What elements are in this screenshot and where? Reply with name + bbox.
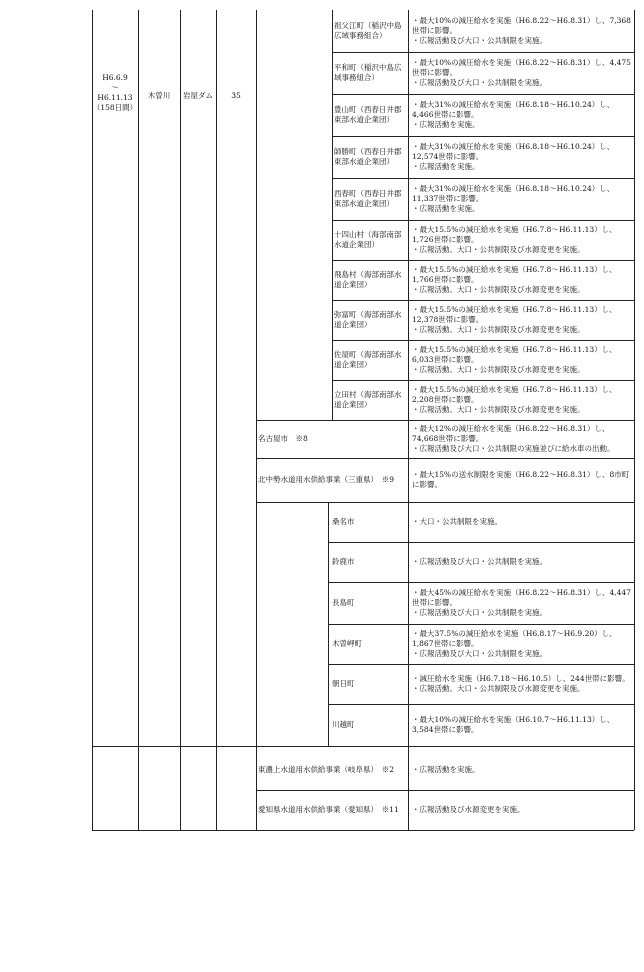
- grid-line: [256, 420, 634, 421]
- grid-line: [216, 10, 217, 830]
- period-separator: 〜: [111, 83, 119, 92]
- kita-chusei-effect: ・最大15%の送水制限を実施（H6.8.22〜H6.8.31）し、8市町に影響。: [412, 470, 630, 489]
- nagoya-effect: ・最大12%の減圧給水を実施（H6.8.22〜H6.8.31）し、74,668世帯に影響。 ・広報活動及び大口・公共制限の実施並びに給水車の出動。: [412, 424, 615, 453]
- period-cell: [92, 73, 138, 113]
- row-name: 弥富町（海部南部水道企業団）: [334, 310, 402, 329]
- grid-line: [634, 10, 635, 830]
- row-name: 西春町（西春日井郡東部水道企業団）: [334, 189, 402, 208]
- grid-line: [256, 502, 634, 503]
- grid-line: [180, 10, 181, 830]
- tono-effect: ・広報活動を実施。: [412, 765, 480, 774]
- row-effect: ・大口・公共制限を実施。: [412, 517, 502, 526]
- row-effect: ・最大31%の減圧給水を実施（H6.8.18〜H6.10.24）し、4,466世帯に影響。 ・広報活動を実施。: [412, 100, 615, 129]
- row-effect: ・減圧給水を実施（H6.7.18〜H6.10.5）し、244世帯に影響。 ・広報活動、大口・公共制限及び水源変更を実施。: [412, 674, 630, 693]
- aichi-supply-effect: ・広報活動及び水源変更を実施。: [412, 805, 525, 814]
- grid-line: [332, 94, 634, 95]
- grid-line: [92, 746, 256, 747]
- grid-line: [332, 10, 333, 420]
- row-effect: ・最大15.5%の減圧給水を実施（H6.7.8〜H6.11.13）し、6,033世帯に影響。 ・広報活動、大口・公共制限及び水源変更を実施。: [412, 345, 617, 374]
- row-effect: ・最大15.5%の減圧給水を実施（H6.7.8〜H6.11.13）し、1,726世帯に影響。 ・広報活動、大口・公共制限及び水源変更を実施。: [412, 225, 617, 254]
- grid-line: [332, 136, 634, 137]
- grid-line: [332, 52, 634, 53]
- nagoya-name: 名古屋市 ※8: [258, 434, 308, 443]
- grid-line: [328, 582, 634, 583]
- grid-line: [328, 624, 634, 625]
- grid-line: [256, 746, 634, 747]
- row-effect: ・最大10%の減圧給水を実施（H6.8.22〜H6.8.31）し、7,368世帯に影響。 ・広報活動及び大口・公共制限を実施。: [412, 16, 631, 45]
- grid-line: [256, 790, 634, 791]
- grid-line: [256, 458, 634, 459]
- grid-line: [92, 10, 93, 830]
- row-name: 朝日町: [332, 679, 355, 688]
- grid-line: [332, 340, 634, 341]
- aichi-supply-name: 愛知県水道用水供給事業（愛知県） ※11: [258, 805, 399, 814]
- row-effect: ・最大37.5%の減圧給水を実施（H6.8.17〜H6.9.20）し、1,867世帯に影響。 ・広報活動及び大口・公共制限を実施。: [412, 629, 617, 658]
- grid-line: [332, 300, 634, 301]
- row-name: 飛島村（海部南部水道企業団）: [334, 270, 402, 289]
- tono-name: 東濃上水道用水供給事業（岐阜県） ※2: [258, 765, 395, 774]
- grid-line: [328, 664, 634, 665]
- row-effect: ・広報活動及び大口・公共制限を実施。: [412, 557, 547, 566]
- grid-line: [138, 10, 139, 830]
- grid-line: [328, 704, 634, 705]
- grid-line: [92, 830, 634, 831]
- dam-cell: 岩屋ダム: [183, 91, 213, 100]
- period-start: H6.6.9: [102, 73, 128, 82]
- row-effect: ・最大31%の減圧給水を実施（H6.8.18〜H6.10.24）し、11,337世帯に影響。 ・広報活動を実施。: [412, 184, 615, 213]
- row-effect: ・最大15.5%の減圧給水を実施（H6.7.8〜H6.11.13）し、2,208世帯に影響。 ・広報活動、大口・公共制限及び水源変更を実施。: [412, 385, 617, 414]
- row-effect: ・最大10%の減圧給水を実施（H6.10.7〜H6.11.13）し、3,584世帯に影響。: [412, 715, 615, 734]
- row-effect: ・最大10%の減圧給水を実施（H6.8.22〜H6.8.31）し、4,475世帯に影響。 ・広報活動及び大口・公共制限を実施。: [412, 58, 631, 87]
- row-name: 豊山町（西春日井郡東部水道企業団）: [334, 105, 402, 124]
- rate-cell: 35: [231, 91, 241, 100]
- row-name: 師勝町（西春日井郡東部水道企業団）: [334, 147, 402, 166]
- grid-line: [332, 260, 634, 261]
- row-effect: ・最大15.5%の減圧給水を実施（H6.7.8〜H6.11.13）し、1,766世帯に影響。 ・広報活動、大口・公共制限及び水源変更を実施。: [412, 265, 617, 294]
- grid-line: [332, 380, 634, 381]
- row-name: 長島町: [332, 598, 355, 607]
- period-end: H6.11.13: [97, 93, 133, 102]
- kita-chusei-name: 北中勢水道用水供給事業（三重県） ※9: [258, 475, 395, 484]
- row-name: 佐屋町（海部南部水道企業団）: [334, 350, 402, 369]
- row-name: 桑名市: [332, 517, 355, 526]
- row-name: 立田村（海部南部水道企業団）: [334, 390, 402, 409]
- grid-line: [332, 178, 634, 179]
- row-name: 鈴鹿市: [332, 557, 355, 566]
- row-effect: ・最大15.5%の減圧給水を実施（H6.7.8〜H6.11.13）し、12,378世帯に影響。 ・広報活動、大口・公共制限及び水源変更を実施。: [412, 305, 617, 334]
- row-effect: ・最大45%の減圧給水を実施（H6.8.22〜H6.8.31）し、4,447世帯に影響。 ・広報活動及び大口・公共制限を実施。: [412, 588, 631, 617]
- row-name: 木曽岬町: [332, 639, 362, 648]
- row-effect: ・最大31%の減圧給水を実施（H6.8.18〜H6.10.24）し、12,574世帯に影響。 ・広報活動を実施。: [412, 142, 615, 171]
- row-name: 祖父江町（稲沢中島広域事務組合）: [334, 21, 402, 40]
- river-cell: 木曽川: [147, 91, 171, 100]
- row-name: 川越町: [332, 720, 355, 729]
- grid-line: [332, 220, 634, 221]
- grid-line: [328, 542, 634, 543]
- row-name: 平和町（稲沢中島広域事務組合）: [334, 63, 402, 82]
- row-name: 十四山村（海部南部水道企業団）: [334, 230, 402, 249]
- period-days: （158日間）: [92, 103, 138, 112]
